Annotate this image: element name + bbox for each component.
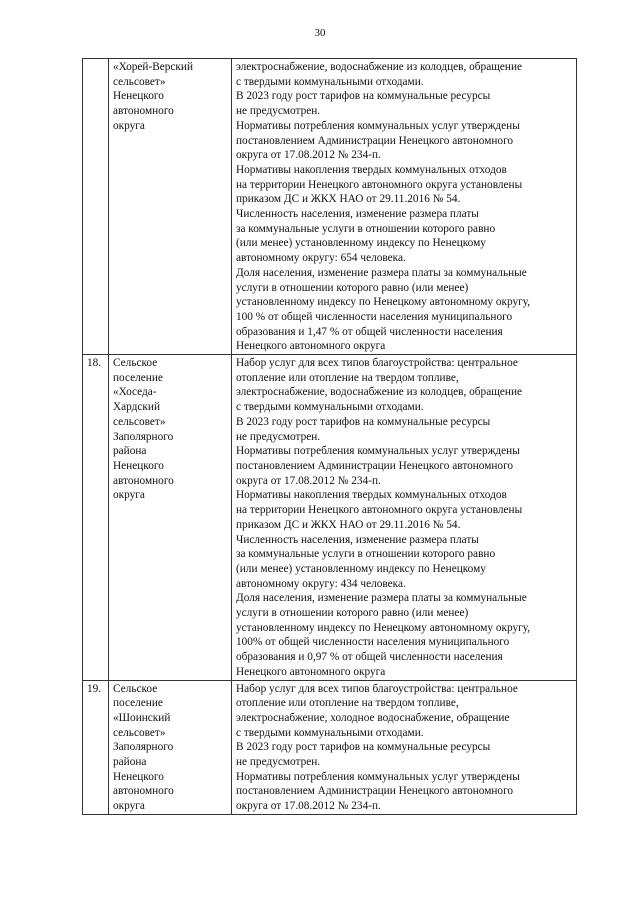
name-line: Сельское bbox=[113, 357, 158, 370]
text-line: не предусмотрен. bbox=[236, 430, 321, 443]
text-line: за коммунальные услуги в отношении которого равно bbox=[236, 548, 496, 561]
text-line: Набор услуг для всех типов благоустройства: центральное bbox=[236, 357, 518, 370]
text-line: В 2023 году рост тарифов на коммунальные ресурсы bbox=[236, 415, 491, 428]
text-line: не предусмотрен. bbox=[236, 756, 321, 769]
text-line: округа от 17.08.2012 № 234-п. bbox=[236, 800, 381, 813]
name-line: Заполярного bbox=[113, 430, 174, 443]
text-line: не предусмотрен. bbox=[236, 105, 321, 118]
name-line: сельсовет» bbox=[113, 726, 166, 739]
name-line: Хардский bbox=[113, 401, 161, 414]
text-line: Нормативы потребления коммунальных услуг утверждены bbox=[236, 119, 520, 132]
municipality-name bbox=[109, 355, 232, 680]
name-line: района bbox=[113, 445, 147, 458]
name-line: автономного bbox=[113, 474, 174, 487]
text-line: электроснабжение, холодное водоснабжение, обращение bbox=[236, 711, 510, 724]
description-text bbox=[232, 680, 577, 814]
text-line: на территории Ненецкого автономного округа установлены bbox=[236, 178, 523, 191]
name-line: «Хорей-Верский bbox=[113, 61, 194, 73]
text-line: постановлением Администрации Ненецкого автономного bbox=[236, 134, 514, 147]
text-line: приказом ДС и ЖКХ НАО от 29.11.2016 № 54. bbox=[236, 518, 461, 531]
municipality-name bbox=[109, 59, 232, 355]
row-number: 19. bbox=[83, 680, 109, 814]
name-line: сельсовет» bbox=[113, 415, 166, 428]
text-line: образования и 1,47 % от общей численности населения bbox=[236, 325, 503, 338]
text-line: В 2023 году рост тарифов на коммунальные ресурсы bbox=[236, 741, 491, 754]
text-line: отопление или отопление на твердом топливе, bbox=[236, 371, 459, 384]
text-line: установленному индексу по Ненецкому автономному округу, bbox=[236, 621, 531, 634]
text-line: с твердыми коммунальными отходами. bbox=[236, 726, 424, 739]
text-line: Набор услуг для всех типов благоустройства: центральное bbox=[236, 682, 518, 695]
text-line: установленному индексу по Ненецкому автономному округу, bbox=[236, 296, 531, 309]
text-line: на территории Ненецкого автономного округа установлены bbox=[236, 504, 523, 517]
text-line: Доля населения, изменение размера платы за коммунальные bbox=[236, 266, 527, 279]
name-line: поселение bbox=[113, 371, 163, 384]
text-line: постановлением Администрации Ненецкого автономного bbox=[236, 785, 514, 798]
page-number: 30 bbox=[314, 27, 326, 39]
text-line: Доля населения, изменение размера платы за коммунальные bbox=[236, 592, 527, 605]
text-line: Нормативы накопления твердых коммунальных отходов bbox=[236, 489, 507, 502]
name-line: Ненецкого bbox=[113, 459, 164, 472]
text-line: Нормативы потребления коммунальных услуг утверждены bbox=[236, 445, 520, 458]
table-row bbox=[83, 59, 577, 355]
text-line: Численность населения, изменение размера платы bbox=[236, 208, 479, 221]
name-line: округа bbox=[113, 119, 145, 132]
name-line: автономного bbox=[113, 785, 174, 798]
text-line: услуги в отношении которого равно (или менее) bbox=[236, 281, 469, 294]
name-line: Ненецкого bbox=[113, 770, 164, 783]
text-line: услуги в отношении которого равно (или менее) bbox=[236, 607, 469, 620]
description-text bbox=[232, 355, 577, 680]
text-line: 100% от общей численности населения муниципального bbox=[236, 636, 510, 649]
table-body bbox=[83, 59, 577, 815]
text-line: приказом ДС и ЖКХ НАО от 29.11.2016 № 54. bbox=[236, 193, 461, 206]
name-line: автономного bbox=[113, 105, 174, 118]
text-line: Нормативы накопления твердых коммунальных отходов bbox=[236, 163, 507, 176]
municipality-name bbox=[109, 680, 232, 814]
description-text bbox=[232, 59, 577, 355]
name-line: Заполярного bbox=[113, 741, 174, 754]
text-line: Нормативы потребления коммунальных услуг утверждены bbox=[236, 770, 520, 783]
row-number bbox=[83, 59, 109, 355]
name-line: Сельское bbox=[113, 682, 158, 695]
text-line: округа от 17.08.2012 № 234-п. bbox=[236, 149, 381, 162]
text-line: (или менее) установленному индексу по Ненецкому bbox=[236, 237, 486, 250]
text-line: электроснабжение, водоснабжение из колодцев, обращение bbox=[236, 61, 523, 73]
name-line: района bbox=[113, 756, 147, 769]
text-line: Ненецкого автономного округа bbox=[236, 665, 386, 678]
text-line: с твердыми коммунальными отходами. bbox=[236, 75, 424, 88]
table-row bbox=[83, 355, 577, 680]
text-line: автономному округу: 654 человека. bbox=[236, 252, 406, 265]
text-line: с твердыми коммунальными отходами. bbox=[236, 401, 424, 414]
name-line: Ненецкого bbox=[113, 90, 164, 103]
name-line: сельсовет» bbox=[113, 75, 166, 88]
text-line: (или менее) установленному индексу по Ненецкому bbox=[236, 562, 486, 575]
text-line: образования и 0,97 % от общей численности населения bbox=[236, 651, 503, 664]
text-line: В 2023 году рост тарифов на коммунальные ресурсы bbox=[236, 90, 491, 103]
name-line: поселение bbox=[113, 697, 163, 710]
row-number: 18. bbox=[83, 355, 109, 680]
text-line: округа от 17.08.2012 № 234-п. bbox=[236, 474, 381, 487]
text-line: электроснабжение, водоснабжение из колодцев, обращение bbox=[236, 386, 523, 399]
name-line: «Хоседа- bbox=[113, 386, 157, 399]
table-row bbox=[83, 680, 577, 814]
name-line: «Шоинский bbox=[113, 711, 171, 724]
text-line: Ненецкого автономного округа bbox=[236, 340, 386, 353]
text-line: отопление или отопление на твердом топливе, bbox=[236, 697, 459, 710]
name-line: округа bbox=[113, 800, 145, 813]
text-line: Численность населения, изменение размера платы bbox=[236, 533, 479, 546]
tariff-table bbox=[82, 58, 577, 815]
text-line: 100 % от общей численности населения муниципального bbox=[236, 310, 513, 323]
name-line: округа bbox=[113, 489, 145, 502]
text-line: за коммунальные услуги в отношении которого равно bbox=[236, 222, 496, 235]
text-line: автономному округу: 434 человека. bbox=[236, 577, 406, 590]
text-line: постановлением Администрации Ненецкого автономного bbox=[236, 459, 514, 472]
